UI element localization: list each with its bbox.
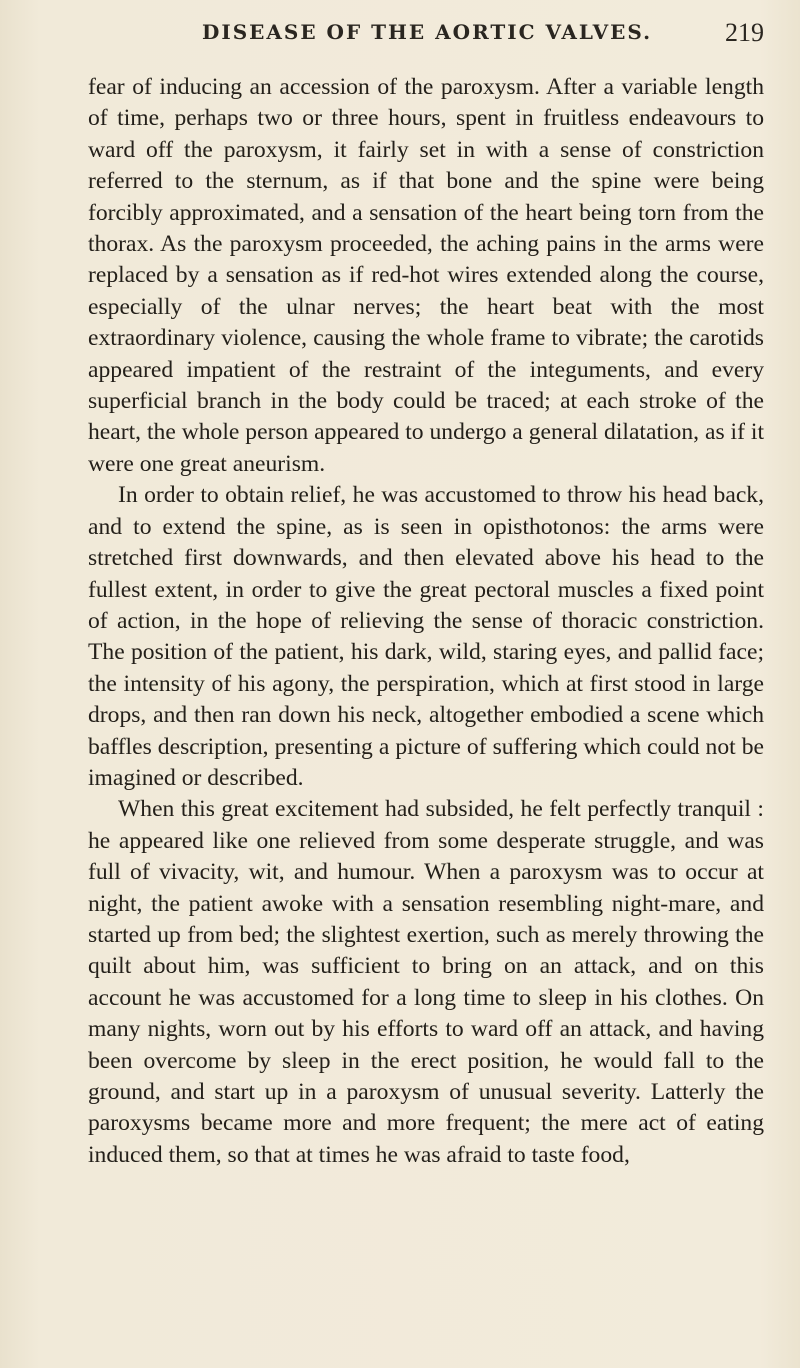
page-header bbox=[88, 16, 764, 56]
paragraph-1: fear of inducing an accession of the paroxysm. After a variable length of time, perhaps two or three hours, spent in fruitless endeavours to ward off the paroxysm, it fairly set in with a sense of constriction referred to the sternum, as if that bone and the spine were being forcibly approximated, and a sensation of the heart being torn from the thorax. As the paroxysm proceeded, the aching pains in the arms were replaced by a sensation as if red-hot wires extended along the course, especially of the ulnar nerves; the heart beat with the most extraordinary violence, causing the whole frame to vibrate; the carotids appeared impatient of the restraint of the integuments, and every superficial branch in the body could be traced; at each stroke of the heart, the whole person appeared to undergo a general dilatation, as if it were one great aneurism. bbox=[88, 74, 764, 477]
running-head: DISEASE OF THE AORTIC VALVES. bbox=[202, 20, 653, 44]
paragraph-2: In order to obtain relief, he was accustomed to throw his head back, and to extend the spine, as is seen in opisthotonos: the arms were stretched first downwards, and then elevated above his head to the fullest extent, in order to give the great pectoral muscles a fixed point of action, in the hope of relieving the sense of thoracic constriction. The position of the patient, his dark, wild, staring eyes, and pallid face; the intensity of his agony, the perspiration, which at first stood in large drops, and then ran down his neck, altogether embodied a scene which baffles description, presenting a picture of suffering which could not be imagined or described. bbox=[88, 482, 764, 791]
page-number: 219 bbox=[725, 18, 764, 47]
body-text bbox=[88, 72, 764, 1171]
paragraph-3: When this great excitement had subsided, he felt perfectly tranquil : he appeared like one relieved from some desperate struggle, and was full of vivacity, wit, and humour. When a paroxysm was to occur at night, the patient awoke with a sensation resembling night-mare, and started up from bed; the slightest exertion, such as merely throwing the quilt about him, was sufficient to bring on an attack, and on this account he was accustomed for a long time to sleep in his clothes. On many nights, worn out by his efforts to ward off an attack, and having been overcome by sleep in the erect position, he would fall to the ground, and start up in a paroxysm of unusual severity. Latterly the paroxysms became more and more frequent; the mere act of eating induced them, so that at times he was afraid to taste food, bbox=[88, 796, 764, 1168]
